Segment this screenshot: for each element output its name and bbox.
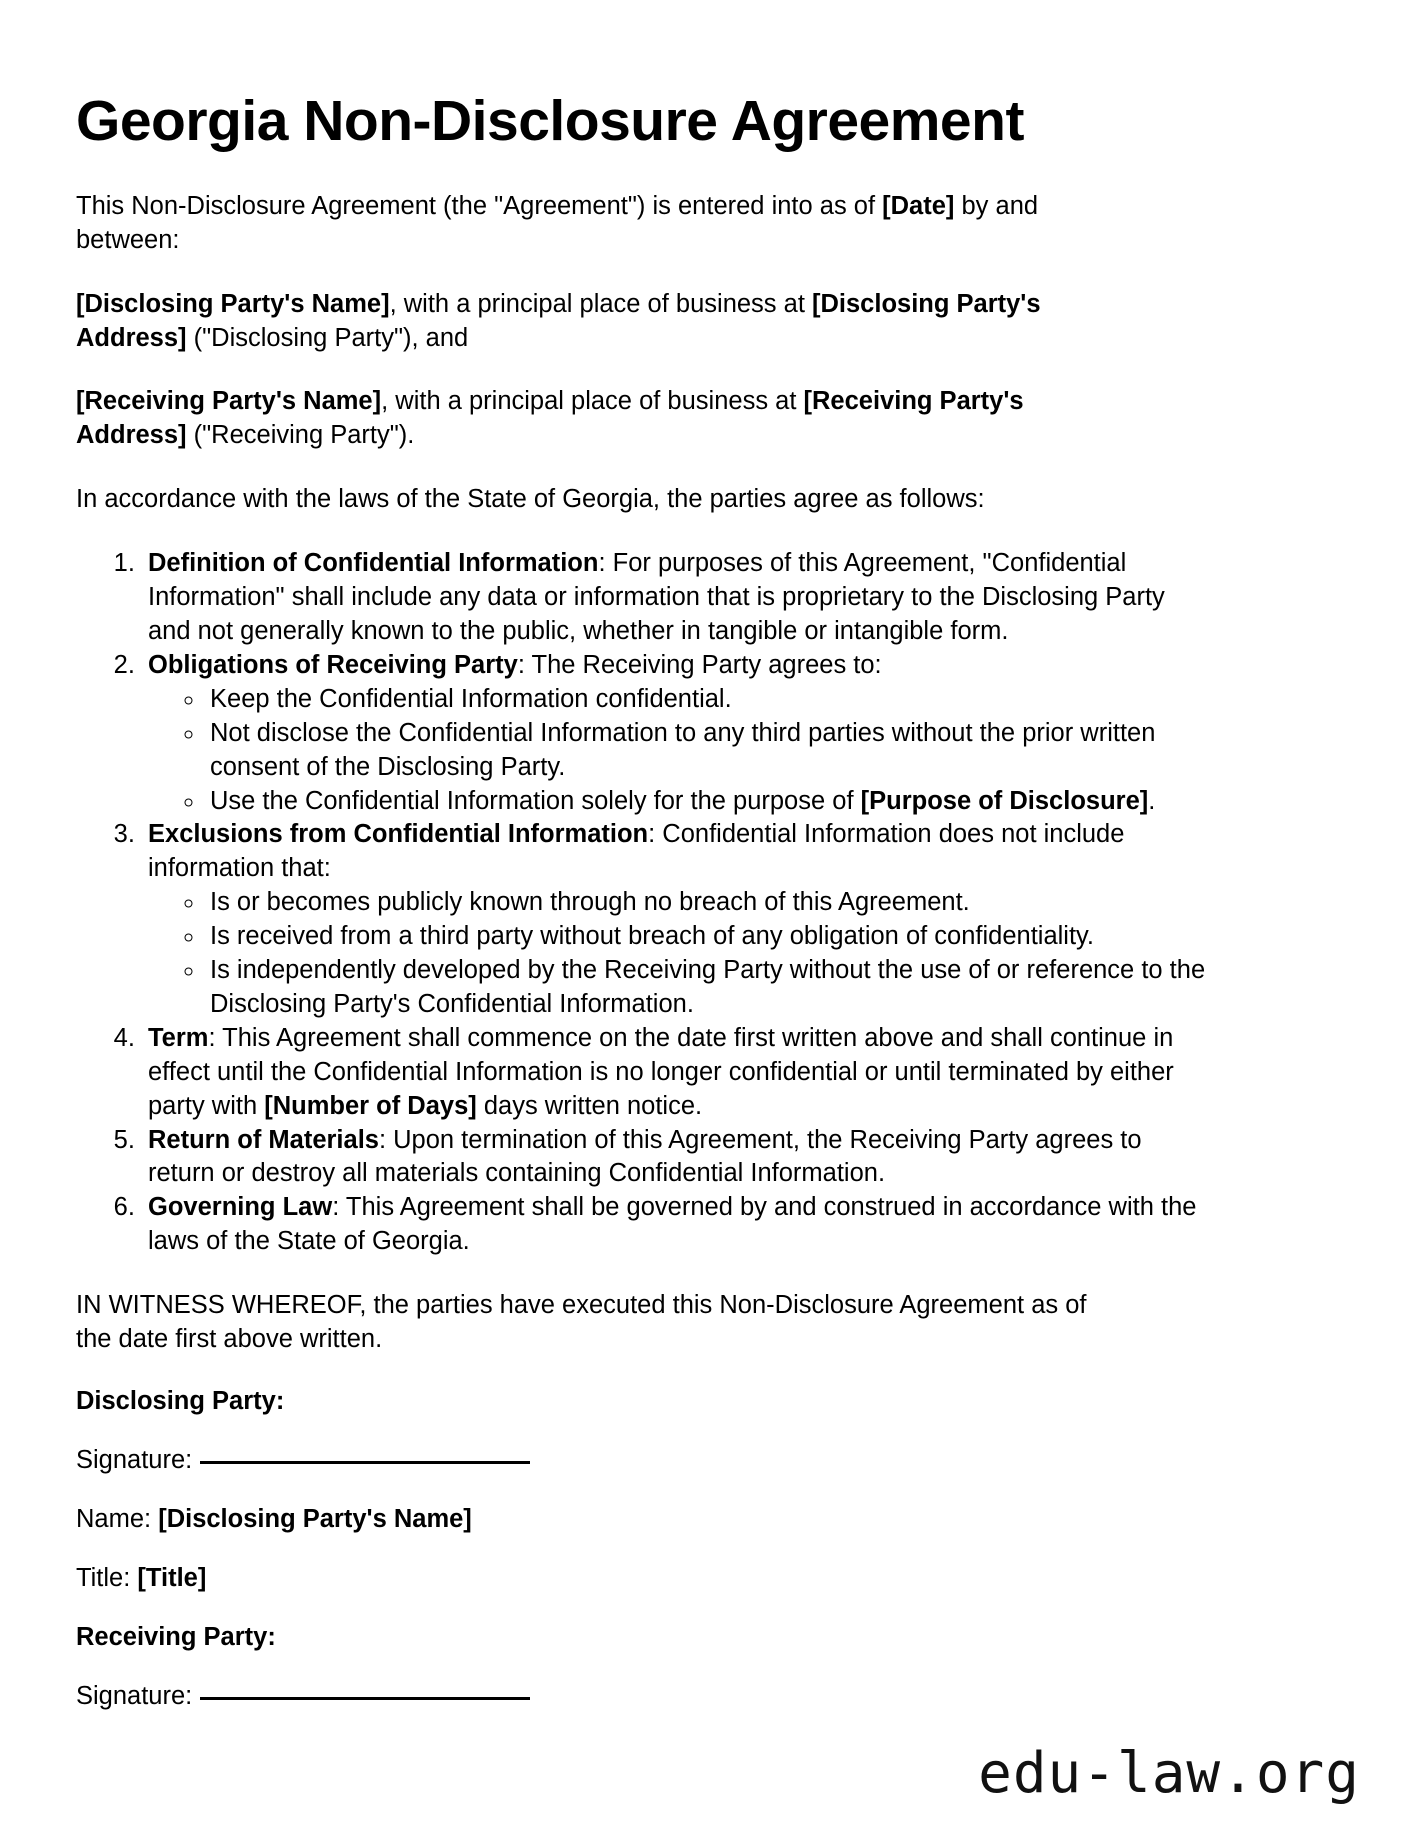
witness-paragraph: IN WITNESS WHEREOF, the parties have executed this Non-Disclosure Agreement as of the date first above written. <box>76 1291 1087 1354</box>
disclosing-party-signature-heading: Disclosing Party: <box>76 1387 285 1416</box>
subitem-text-after: . <box>1148 786 1156 815</box>
disclosing-title-row <box>76 1564 1340 1593</box>
intro-p1-before: This Non-Disclosure Agreement (the "Agreement") is entered into as of <box>76 191 883 220</box>
governing-law-intro: In accordance with the laws of the State of Georgia, the parties agree as follows: <box>76 485 985 514</box>
clause-item <box>142 649 1212 819</box>
list-item <box>206 717 1212 785</box>
signature-line[interactable] <box>200 1461 530 1464</box>
clause-body: : Upon termination of this Agreement, the Receiving Party agrees to return or destroy all materials containing Confidential Information. <box>148 1125 1142 1188</box>
receiving-party-mid: , with a principal place of business at <box>381 387 804 416</box>
clause-body: : This Agreement shall be governed by and construed in accordance with the laws of the State of Georgia. <box>148 1193 1197 1256</box>
receiving-party-paragraph <box>76 385 1116 453</box>
date-placeholder: [Date] <box>882 191 955 220</box>
clause-body: : Confidential Information does not include information that: <box>148 820 1125 883</box>
intro-paragraph-1 <box>76 190 1116 258</box>
list-item <box>206 886 1212 920</box>
signature-label: Signature: <box>76 1446 193 1475</box>
receiving-party-name-placeholder: [Receiving Party's Name] <box>76 387 382 416</box>
clause-item <box>142 818 1212 1021</box>
clause-body: : For purposes of this Agreement, "Confidential Information" shall include any data or information that is proprietary to the Disclosing Party and not generally known to the public, whether in tangible or intangible form. <box>148 549 1165 645</box>
clause-body: : This Agreement shall commence on the date first written above and shall continue in effect until the Confidential Information is no longer confidential or until terminated by either party with <box>148 1023 1174 1120</box>
receiving-signature-row <box>76 1682 1340 1711</box>
disclosing-party-after: ("Disclosing Party"), and <box>186 323 469 352</box>
disclosing-signature-row <box>76 1446 1340 1475</box>
intro-p1-after: by and between: <box>76 191 1039 254</box>
list-item <box>206 785 1212 819</box>
clause-heading: Definition of Confidential Information <box>148 549 599 578</box>
list-item <box>206 683 1212 717</box>
number-of-days-placeholder: [Number of Days] <box>264 1091 477 1120</box>
site-watermark: edu-law.org <box>978 1741 1360 1806</box>
title-label: Title: <box>76 1564 138 1593</box>
clause-list <box>76 547 1212 1259</box>
disclosing-party-mid: , with a principal place of business at <box>389 289 812 318</box>
purpose-of-disclosure-placeholder: [Purpose of Disclosure] <box>860 786 1149 815</box>
clause-heading: Term <box>148 1023 209 1052</box>
receiving-party-address-placeholder: [Receiving Party's Address] <box>76 387 1024 450</box>
clause-item <box>142 1124 1212 1192</box>
list-item <box>206 954 1212 1022</box>
clause-heading: Exclusions from Confidential Information <box>148 820 649 849</box>
list-item <box>206 920 1212 954</box>
subitem-text: Is received from a third party without breach of any obligation of confidentiality. <box>210 922 1094 951</box>
subitem-text: Keep the Confidential Information confidential. <box>210 684 732 713</box>
clause-body: : The Receiving Party agrees to: <box>517 650 882 679</box>
page-title: Georgia Non-Disclosure Agreement <box>76 89 1024 153</box>
subitem-text: Not disclose the Confidential Information to any third parties without the prior written consent of the Disclosing Party. <box>210 718 1156 781</box>
disclosing-name-value: [Disclosing Party's Name] <box>158 1505 472 1534</box>
signature-line[interactable] <box>200 1697 530 1700</box>
clause-subitem-list <box>148 683 1212 819</box>
disclosing-name-row <box>76 1505 1340 1534</box>
subitem-text: Is or becomes publicly known through no breach of this Agreement. <box>210 888 970 917</box>
clause-item <box>142 1022 1212 1124</box>
clause-body-after: days written notice. <box>476 1091 703 1120</box>
receiving-party-signature-heading: Receiving Party: <box>76 1623 276 1652</box>
signature-label: Signature: <box>76 1682 193 1711</box>
clause-heading: Return of Materials <box>148 1125 379 1154</box>
name-label: Name: <box>76 1505 159 1534</box>
clause-heading: Governing Law <box>148 1193 333 1222</box>
subitem-text: Is independently developed by the Receiving Party without the use of or reference to the Disclosing Party's Confidential Information. <box>210 956 1206 1018</box>
clause-item <box>142 1191 1212 1259</box>
disclosing-party-address-placeholder: [Disclosing Party's Address] <box>76 289 1041 352</box>
disclosing-title-value: [Title] <box>137 1564 207 1593</box>
disclosing-party-paragraph <box>76 288 1116 356</box>
receiving-party-after: ("Receiving Party"). <box>186 421 415 450</box>
clause-item <box>142 547 1212 649</box>
disclosing-party-name-placeholder: [Disclosing Party's Name] <box>76 289 390 318</box>
clause-subitem-list <box>148 886 1212 1022</box>
subitem-text: Use the Confidential Information solely for the purpose of <box>210 786 861 815</box>
clause-heading: Obligations of Receiving Party <box>148 650 518 679</box>
